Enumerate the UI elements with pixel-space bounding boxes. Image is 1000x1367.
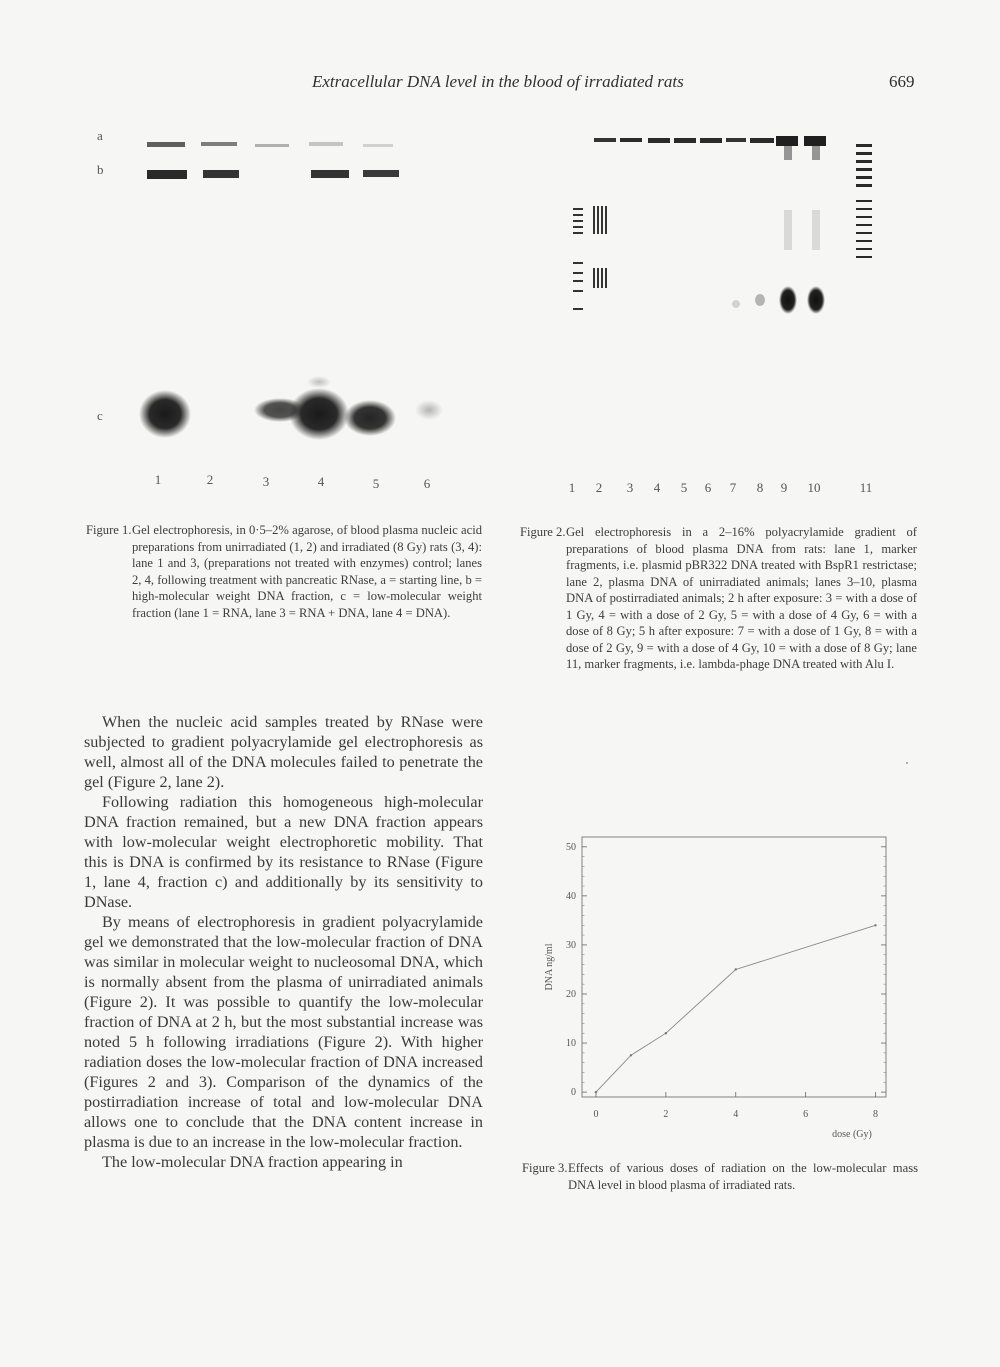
data-point (630, 1054, 632, 1056)
lane-label: 3 (262, 474, 270, 489)
lane-label: 9 (780, 480, 788, 495)
data-point (735, 968, 737, 970)
lane-label: 7 (729, 480, 737, 495)
speck (906, 762, 908, 764)
lane-label: 3 (626, 480, 634, 495)
figure1-caption-label: Figure 1. (86, 523, 132, 537)
lane-label: 1 (154, 472, 162, 487)
data-point (874, 924, 876, 926)
figure2-gel (560, 100, 900, 500)
data-point (665, 1032, 667, 1034)
figure3-caption-label: Figure 3. (522, 1161, 568, 1175)
lane-label: 1 (568, 480, 576, 495)
lane-label: 5 (372, 476, 380, 491)
figure2-gel-image (560, 100, 900, 475)
row-label-a: a (97, 128, 103, 143)
figure1-gel (85, 120, 485, 500)
chart-xlabel: dose (Gy) (832, 1129, 872, 1140)
y-tick-label: 40 (566, 890, 576, 902)
running-head (0, 70, 1000, 100)
row-label-b: b (97, 162, 104, 177)
lane-label: 4 (317, 474, 325, 489)
lane-label: 8 (756, 480, 764, 495)
y-tick-label: 10 (566, 1038, 576, 1050)
lane-label: 2 (595, 480, 603, 495)
y-tick-label: 50 (566, 841, 576, 853)
lane-label: 2 (206, 472, 214, 487)
data-point (595, 1091, 597, 1093)
figure3-chart-svg (530, 825, 910, 1145)
lane-label: 4 (653, 480, 661, 495)
figure3-chart (530, 825, 910, 1145)
figure3-caption (522, 1160, 918, 1193)
paragraph: The low-molecular DNA fraction appearing in (102, 1153, 403, 1171)
lane-label: 10 (807, 480, 821, 495)
chart-ticks (566, 842, 886, 1120)
figure1-gel-image (85, 120, 485, 480)
figure2-caption (520, 524, 917, 673)
lane-label: 6 (423, 476, 431, 491)
lane-label: 6 (704, 480, 712, 495)
x-tick-label: 0 (593, 1109, 599, 1120)
paragraph: By means of electrophoresis in gradient polyacrylamide gel we demonstrated that the low-molecular fraction of DNA was similar in molecular weight to nucleosomal DNA, which is normally absent from the plasma of unirradiated animals (Figure 2). It was possible to quantify the low-molecular fraction of DNA at 2 h, but the most substantial increase was noted 5 h following irradiations (Figure 2). With higher radiation doses the low-molecular fraction of DNA increased (Figures 2 and 3). Comparison of the dynamics of the postirradiation increase of total and low-molecular DNA allows one to conclude that the DNA content increase in plasma is due to an increase in the low-molecular fraction. (84, 913, 483, 1151)
figure1-caption (86, 522, 482, 621)
lane-label: 11 (859, 480, 873, 495)
paragraph: When the nucleic acid samples treated by RNase were subjected to gradient polyacrylamide gel electrophoresis as well, almost all of the DNA molecules failed to penetrate the gel (Figure 2, lane 2). (84, 713, 483, 791)
chart-line (595, 924, 877, 1093)
y-tick-label: 0 (571, 1087, 576, 1099)
running-title: Extracellular DNA level in the blood of irradiated rats (312, 72, 684, 91)
plot-frame (582, 837, 886, 1097)
figure2-caption-text: Gel electrophoresis in a 2–16% polyacrylamide gradient of preparations of blood plasma DNA from rats: lane 1, marker fragments, i.e. plasmid pBR322 DNA treated with BspR1 restrictase; lane 2, plasma DNA of unirradiated animals; lanes 3–10, plasma DNA of postirradiated animals; 2 h after exposure: 3 = with a dose of 1 Gy, 4 = with a dose of 2 Gy, 5 = with a dose of 4 Gy, 6 = with a dose of 8 Gy; 5 h after exposure: 7 = with a dose of 1 Gy, 8 = with a dose of 2 Gy, 9 = with a dose of 4 Gy, 10 = with a dose of 8 Gy; lane 11, marker fragments, i.e. lambda-phage DNA treated with Alu I. (566, 525, 917, 671)
row-label-c: c (97, 408, 103, 423)
y-tick-label: 30 (566, 939, 576, 951)
series-line (596, 925, 876, 1092)
lane-label: 5 (680, 480, 688, 495)
chart-axes (582, 837, 886, 1097)
x-tick-label: 6 (803, 1109, 809, 1120)
figure1-caption-text: Gel electrophoresis, in 0·5–2% agarose, of blood plasma nucleic acid preparations from unirradiated (1, 2) and irradiated (8 Gy) rats (3, 4): lane 1 and 3, (preparations not treated with enzymes) control; lanes 2, 4, following treatment with pancreatic RNase, a = starting line, b = high-molecular weight DNA fraction, c = low-molecular weight fraction (lane 1 = RNA, lane 3 = RNA + DNA, lane 4 = DNA). (132, 523, 482, 620)
body-text (84, 712, 483, 1172)
x-tick-label: 4 (733, 1109, 739, 1120)
paragraph: Following radiation this homogeneous high-molecular DNA fraction remained, but a new DNA fraction appears with low-molecular weight electrophoretic mobility. That this is DNA is confirmed by its resistance to RNase (Figure 1, lane 4, fraction c) and additionally by its sensitivity to DNase. (84, 793, 483, 911)
figure2-caption-label: Figure 2. (520, 525, 566, 539)
x-tick-label: 2 (663, 1109, 669, 1120)
chart-ylabel: DNA ng/ml (544, 943, 555, 991)
x-tick-label: 8 (873, 1109, 879, 1120)
figure3-caption-text: Effects of various doses of radiation on the low-molecular mass DNA level in blood plasma of irradiated rats. (568, 1161, 918, 1192)
y-tick-label: 20 (566, 988, 576, 1000)
page-number: 669 (889, 72, 915, 91)
